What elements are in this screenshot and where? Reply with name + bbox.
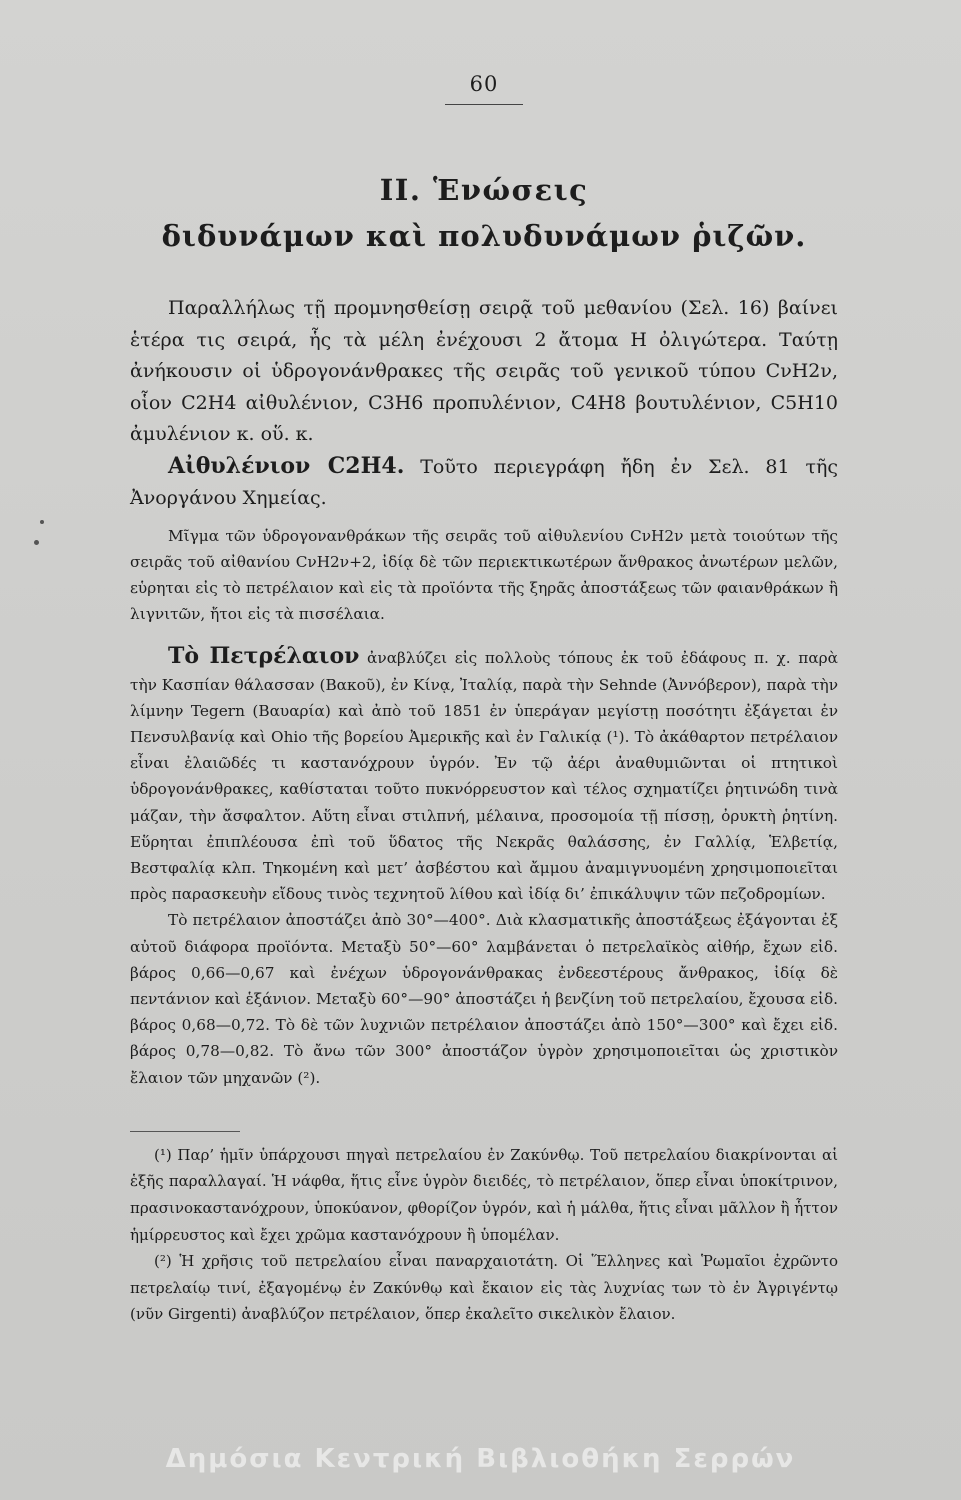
- paper-speck: [34, 540, 39, 545]
- section-heading-line-2: διδυνάμων καὶ πολυδυνάμων ῥιζῶν.: [161, 219, 807, 253]
- petroleum-lead: Τὸ Πετρέλαιον: [168, 643, 360, 670]
- page-content: [130, 72, 838, 1328]
- section-heading: [130, 169, 838, 257]
- petroleum-text: ἀναβλύζει εἰς πολλοὺς τόπους ἐκ τοῦ ἐδάφους π. χ. παρὰ τὴν Κασπίαν θάλασσαν (Βακοῦ), ἐν Κίνᾳ, Ἰταλίᾳ, παρὰ τὴν Sehnde (Ἀννόβερον), παρὰ τὴν λίμνην Tegern (Βαυαρία) καὶ ἀπὸ τοῦ 1851 ἐν ὑπεράγαν μεγίστῃ ποσότητι ἐξάγεται ἐν Πενσυλβανίᾳ καὶ Ohio τῆς βορείου Ἀμερικῆς καὶ ἐν Γαλικίᾳ (¹). Τὸ ἀκάθαρτον πετρέλαιον εἶναι ἐλαιῶδές τι καστανόχρουν ὑγρόν. Ἐν τῷ ἀέρι ἀναθυμιῶνται οἱ πτητικοὶ ὑδρογονάνθρακες, καθίσταται τοῦτο πυκνόρρευστον καὶ τέλος σχηματίζει ῥητινώδη τινὰ μάζαν, τὴν ἄσφαλτον. Αὕτη εἶναι στιλπνή, μέλαινα, προσομοία τῇ πίσσῃ, ὀρυκτὴ ῥητίνη. Εὕρηται ἐπιπλέουσα ἐπὶ τοῦ ὕδατος τῆς Νεκρᾶς θαλάσσης, ἐν Γαλλίᾳ, Ἑλβετίᾳ, Βεστφαλίᾳ κλπ. Τηκομένη καὶ μετ’ ἀσβέστου καὶ ἄμμου ἀναμιγνυομένη χρησιμοποιεῖται πρὸς παρασκευὴν εἴδους τινὸς τεχνητοῦ λίθου καὶ ἰδίᾳ δι’ ἐπικάλυψιν τῶν πεζοδρομίων.: [130, 649, 839, 904]
- paragraph-mixture: Μῖγμα τῶν ὑδρογονανθράκων τῆς σειρᾶς τοῦ αἰθυλενίου CνΗ2ν μετὰ τοιούτων τῆς σειρᾶς τοῦ αἰθανίου CνΗ2ν+2, ἰδίᾳ δὲ τῶν περιεκτικωτέρων ἄνθρακος ἀνωτέρων μελῶν, εὑρηται εἰς τὸ πετρέλαιον καὶ εἰς τὰ προϊόντα τῆς ξηρᾶς ἀποστάξεως τῶν φαιανθράκων ἢ λιγνιτῶν, ἤτοι εἰς τὰ πισσέλαια.: [130, 526, 838, 624]
- paragraph-ethylene: [130, 451, 838, 515]
- paragraph-intro: Παραλλήλως τῇ προμνησθείσῃ σειρᾷ τοῦ μεθανίου (Σελ. 16) βαίνει ἑτέρα τις σειρά, ἧς τὰ μέλη ἐνέχουσι 2 ἄτομα Η ὀλιγώτερα. Ταύτῃ ἀνήκουσιν οἱ ὑδρογονάνθρακες τῆς σειρᾶς τοῦ γενικοῦ τύπου CνΗ2ν, οἷον C2H4 αἰθυλένιον, C3H6 προπυλένιον, C4H8 βουτυλένιον, C5H10 ἀμυλένιον κ. οὕ. κ.: [130, 297, 838, 445]
- footnote-rule: [130, 1131, 240, 1132]
- footnote-2: (²) Ἡ χρῆσις τοῦ πετρελαίου εἶναι παναρχαιοτάτη. Οἱ Ἕλληνες καὶ Ῥωμαῖοι ἐχρῶντο πετρελαίῳ τινί, ἐξαγομένῳ ἐν Ζακύνθῳ καὶ ἔκαιον εἰς τὰς λυχνίας των τὸ ἐν Ἀγριγέντῳ (νῦν Girgenti) ἀναβλύζον πετρέλαιον, ὅπερ ἐκαλεῖτο σικελικὸν ἔλαιον.: [130, 1252, 838, 1324]
- paragraph-petroleum: [130, 643, 838, 907]
- paragraph-distillation: Τὸ πετρέλαιον ἀποστάζει ἀπὸ 30°—400°. Διὰ κλασματικῆς ἀποστάξεως ἐξάγονται ἐξ αὐτοῦ διάφορα προϊόντα. Μεταξὺ 50°—60° λαμβάνεται ὁ πετρελαϊκὸς αἰθήρ, ἔχων εἰδ. βάρος 0,66—0,67 καὶ ἐνέχων ὑδρογονάνθρακας ἐνδεεστέρους ἄνθρακος, ἰδίᾳ δὲ πεντάνιον καὶ ἑξάνιον. Μεταξὺ 60°—90° ἀποστάζει ἡ βενζίνη τοῦ πετρελαίου, ἔχουσα εἰδ. βάρος 0,68—0,72. Τὸ δὲ τῶν λυχνιῶν πετρέλαιον ἀποστάζει ἀπὸ 150°—300° καὶ ἔχει εἰδ. βάρος 0,78—0,82. Τὸ ἄνω τῶν 300° ἀποστάζον ὑγρὸν χρησιμοποιεῖται ὡς χριστικὸν ἔλαιον τῶν μηχανῶν (²).: [130, 911, 839, 1087]
- ethylene-text: Τοῦτο περιεγράφη ἤδη ἐν Σελ. 81 τῆς Ἀνοργάνου Χημείας.: [130, 455, 839, 509]
- footnote-1: (¹) Παρ’ ἡμῖν ὑπάρχουσι πηγαὶ πετρελαίου ἐν Ζακύνθῳ. Τοῦ πετρελαίου διακρίνονται αἱ ἑξῆς παραλλαγαί. Ἡ νάφθα, ἥτις εἶνε ὑγρὸν διειδές, τὸ πετρέλαιον, ὅπερ εἶναι ὑποκίτρινον, πρασινοκαστανόχρουν, ὑποκύανον, φθορίζον ὑγρόν, καὶ ἡ μάλθα, ἥτις εἶναι μᾶλλον ἢ ἧττον ἡμίρρευστος καὶ ἔχει χρῶμα καστανόχρουν ἢ ὑπομέλαν.: [130, 1145, 838, 1244]
- page-number: 60: [469, 72, 499, 96]
- paper-speck: [40, 520, 44, 524]
- ethylene-lead: Αἰθυλένιον C2H4.: [168, 452, 405, 479]
- page-number-rule: [445, 104, 523, 105]
- section-heading-line-1: ΙΙ. Ἑνώσεις: [379, 173, 589, 207]
- library-watermark: Δημόσια Κεντρική Βιβλιοθήκη Σερρών: [165, 1444, 796, 1474]
